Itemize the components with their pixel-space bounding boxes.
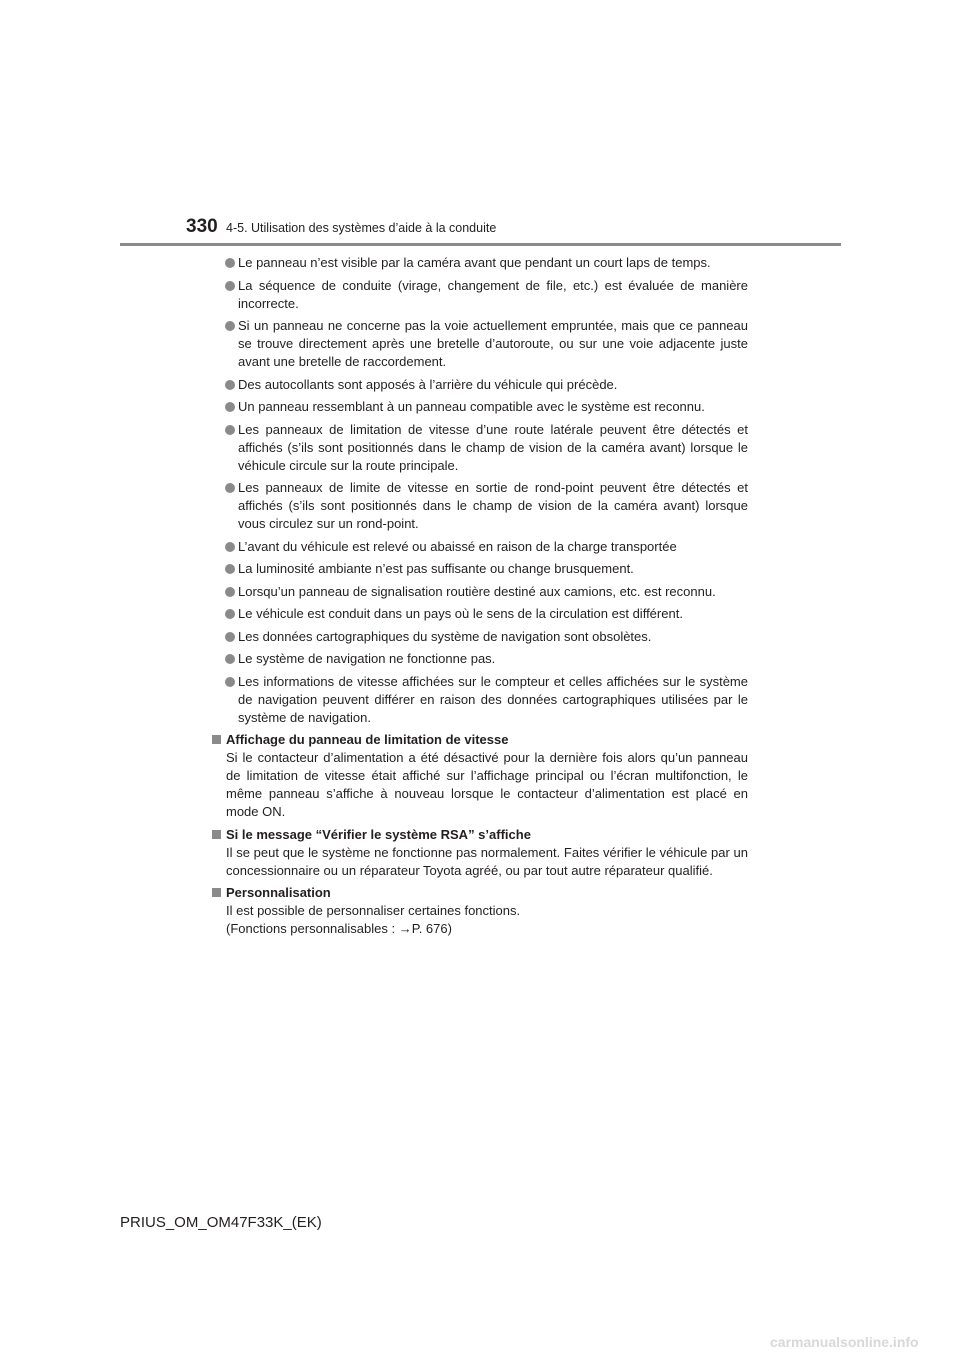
block-heading (210, 826, 748, 844)
list-item (210, 277, 748, 313)
list-item-text: L’avant du véhicule est relevé ou abaissé en raison de la charge transportée (238, 538, 677, 554)
info-block-customization (210, 884, 748, 938)
list-item-text: La séquence de conduite (virage, changement de file, etc.) est évaluée de manière incorrecte. (238, 277, 748, 311)
list-item (210, 650, 748, 668)
block-heading-text: Affichage du panneau de limitation de vitesse (226, 732, 509, 747)
bullet-dot-icon (225, 542, 235, 552)
block-heading-text: Si le message “Vérifier le système RSA” s’affiche (226, 826, 531, 842)
page-reference: (Fonctions personnalisables : →P. 676) (226, 921, 452, 936)
bullet-dot-icon (225, 564, 235, 574)
list-item-text: Si un panneau ne concerne pas la voie actuellement empruntée, mais que ce panneau se trouve directement après une bretelle d’autoroute, ou sur une voie adjacente juste avant une bretelle de raccordement. (238, 318, 748, 369)
bullet-dot-icon (225, 380, 235, 390)
list-item (210, 538, 748, 556)
section-title: 4-5. Utilisation des systèmes d’aide à la conduite (226, 221, 497, 235)
list-item (210, 560, 748, 578)
list-item-text: Un panneau ressemblant à un panneau compatible avec le système est reconnu. (238, 399, 705, 414)
list-item (210, 317, 748, 371)
list-item (210, 673, 748, 727)
list-item-text: Des autocollants sont apposés à l’arrière du véhicule qui précède. (238, 376, 618, 392)
list-item-text: Les panneaux de limitation de vitesse d’une route latérale peuvent être détectés et affichés (s’ils sont positionnés dans le champ de vision de la caméra avant) lorsque le véhicule circule sur la route principale. (238, 421, 748, 473)
list-item (210, 398, 748, 416)
list-item-text: Les données cartographiques du système de navigation sont obsolètes. (238, 628, 652, 644)
bullet-dot-icon (225, 587, 235, 597)
list-item-text: Les informations de vitesse affichées sur le compteur et celles affichées sur le système de navigation peuvent différer en raison des données cartographiques utilisées par le système de navigation. (238, 673, 748, 725)
bullet-dot-icon (225, 402, 235, 412)
bullet-dot-icon (225, 321, 235, 331)
list-item-text: Le panneau n’est visible par la caméra avant que pendant un court laps de temps. (238, 255, 711, 270)
block-body: Il se peut que le système ne fonctionne pas normalement. Faites vérifier le véhicule par un concessionnaire ou un réparateur Toyota agréé, ou par tout autre réparateur qualifié. (226, 844, 748, 878)
watermark-site: carmanualsonline.info (770, 1334, 919, 1350)
list-item (210, 583, 748, 601)
list-item-text: La luminosité ambiante n’est pas suffisante ou change brusquement. (238, 561, 634, 576)
page-content (210, 254, 748, 943)
info-block-speed-sign-display (210, 731, 748, 821)
bullet-dot-icon (225, 281, 235, 291)
square-bullet-icon (212, 888, 221, 897)
list-item-text: Le véhicule est conduit dans un pays où le sens de la circulation est différent. (238, 606, 683, 621)
list-item (210, 479, 748, 533)
bullet-list (210, 254, 748, 727)
bullet-dot-icon (225, 483, 235, 493)
block-heading (210, 731, 748, 749)
square-bullet-icon (212, 735, 221, 744)
bullet-dot-icon (225, 425, 235, 435)
bullet-dot-icon (225, 677, 235, 687)
block-body: Il est possible de personnaliser certaines fonctions. (226, 903, 521, 918)
list-item (210, 254, 748, 272)
list-item-text: Le système de navigation ne fonctionne pas. (238, 651, 496, 666)
document-code: PRIUS_OM_OM47F33K_(EK) (120, 1214, 322, 1231)
bullet-dot-icon (225, 258, 235, 268)
list-item (210, 628, 748, 646)
list-item (210, 421, 748, 475)
page-number: 330 (186, 216, 218, 237)
bullet-dot-icon (225, 632, 235, 642)
info-block-rsa-message (210, 826, 748, 880)
bullet-dot-icon (225, 654, 235, 664)
list-item (210, 376, 748, 394)
bullet-dot-icon (225, 609, 235, 619)
list-item (210, 605, 748, 623)
block-body: Si le contacteur d’alimentation a été désactivé pour la dernière fois alors qu’un panneau de limitation de vitesse était affiché sur l’affichage principal ou l’écran multifonction, le même panneau s’affiche à nouveau lorsque le contacteur d’alimentation est placé en mode ON. (226, 750, 748, 819)
list-item-text: Lorsqu’un panneau de signalisation routière destiné aux camions, etc. est reconnu. (238, 583, 716, 599)
block-heading-text: Personnalisation (226, 885, 331, 900)
list-item-text: Les panneaux de limite de vitesse en sortie de rond-point peuvent être détectés et affichés (s’ils sont positionnés dans le champ de vision de la caméra avant) lorsque vous circulez sur un rond-point. (238, 480, 748, 531)
square-bullet-icon (212, 830, 221, 839)
header-divider (120, 243, 841, 246)
block-heading (210, 884, 748, 902)
